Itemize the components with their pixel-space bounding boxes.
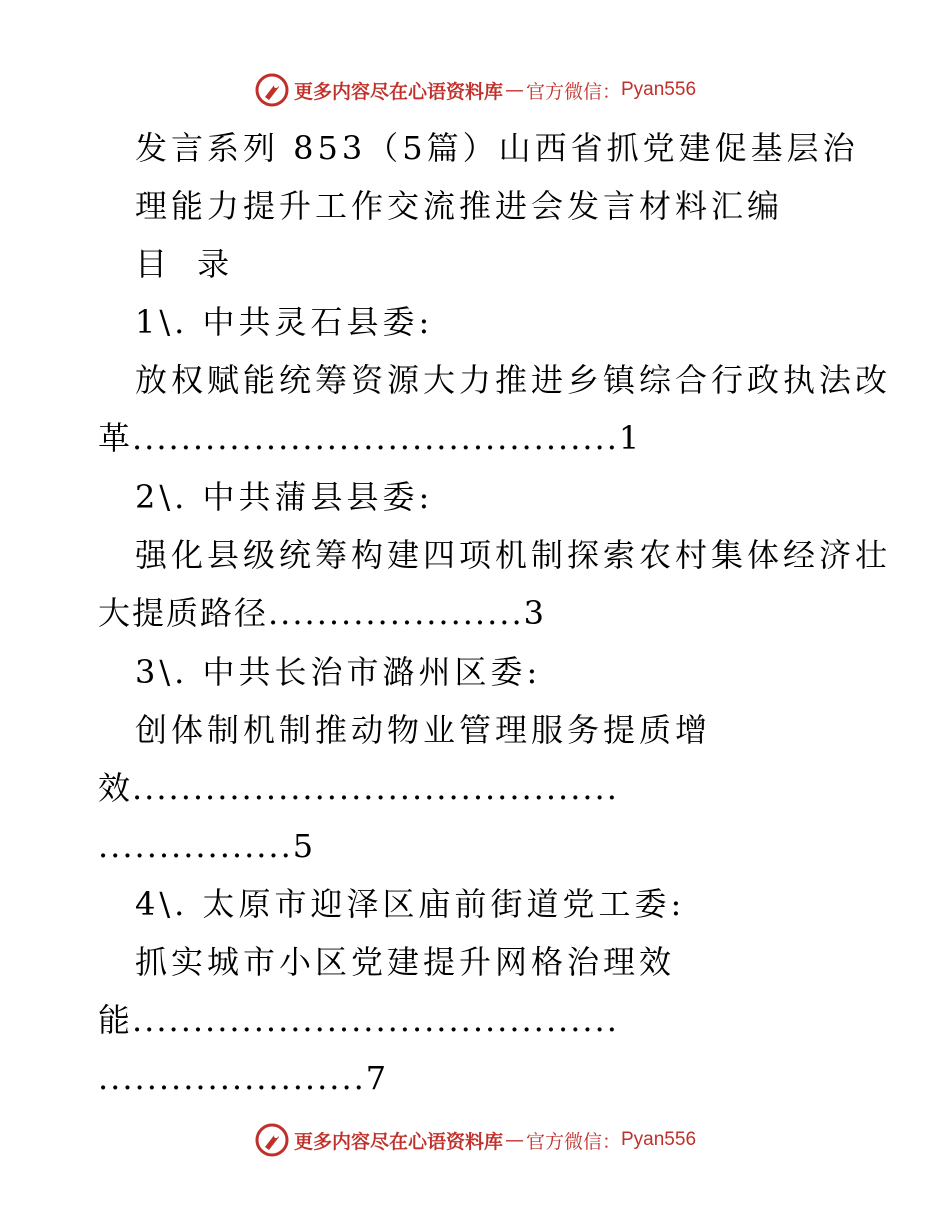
- banner-wechat-id: Pyan556: [621, 79, 697, 100]
- toc-entry-4-title: 抓实城市小区党建提升网格治理效: [135, 943, 676, 981]
- footer-banner: [0, 1120, 950, 1160]
- toc-entry-3-title-cont: 效........................................: [98, 769, 619, 807]
- toc-entry-4-page: ......................7: [98, 1059, 389, 1097]
- pen-nib-logo-icon: [254, 1122, 290, 1158]
- banner-wechat-label: 官方微信：: [525, 1130, 621, 1153]
- banner-separator: —: [504, 1129, 524, 1151]
- toc-entry-2-title: 强化县级统筹构建四项机制探索农村集体经济壮: [135, 536, 892, 574]
- toc-entry-1-title: 放权赋能统筹资源大力推进乡镇综合行政执法改: [135, 361, 892, 399]
- doc-title-line-2: 理能力提升工作交流推进会发言材料汇编: [135, 187, 784, 225]
- toc-entry-3-page: ................5: [98, 827, 316, 865]
- toc-entry-4-title-cont: 能........................................: [98, 1001, 619, 1039]
- banner-separator: —: [504, 79, 524, 101]
- header-banner: [0, 70, 950, 110]
- toc-entry-2-title-cont: 大提质路径.....................3: [98, 594, 546, 632]
- pen-nib-logo-icon: [254, 72, 290, 108]
- toc-entry-4-org: 4\. 太原市迎泽区庙前街道党工委:: [135, 885, 686, 923]
- toc-entry-2-org: 2\. 中共蒲县县委:: [135, 478, 434, 516]
- toc-entry-1-org: 1\. 中共灵石县委:: [135, 303, 434, 341]
- banner-wechat-id: Pyan556: [621, 1129, 697, 1150]
- toc-entry-3-org: 3\. 中共长治市潞州区委:: [135, 653, 542, 691]
- banner-wechat-label: 官方微信：: [525, 80, 621, 103]
- toc-heading: 目 录: [135, 245, 240, 283]
- doc-title-line-1: 发言系列 853（5篇）山西省抓党建促基层治: [135, 129, 859, 167]
- banner-main-text: 更多内容尽在心语资料库: [293, 80, 503, 103]
- banner-main-text: 更多内容尽在心语资料库: [293, 1130, 503, 1153]
- toc-entry-3-title: 创体制机制推动物业管理服务提质增: [135, 711, 712, 749]
- toc-entry-1-title-cont: 革........................................1: [98, 419, 642, 457]
